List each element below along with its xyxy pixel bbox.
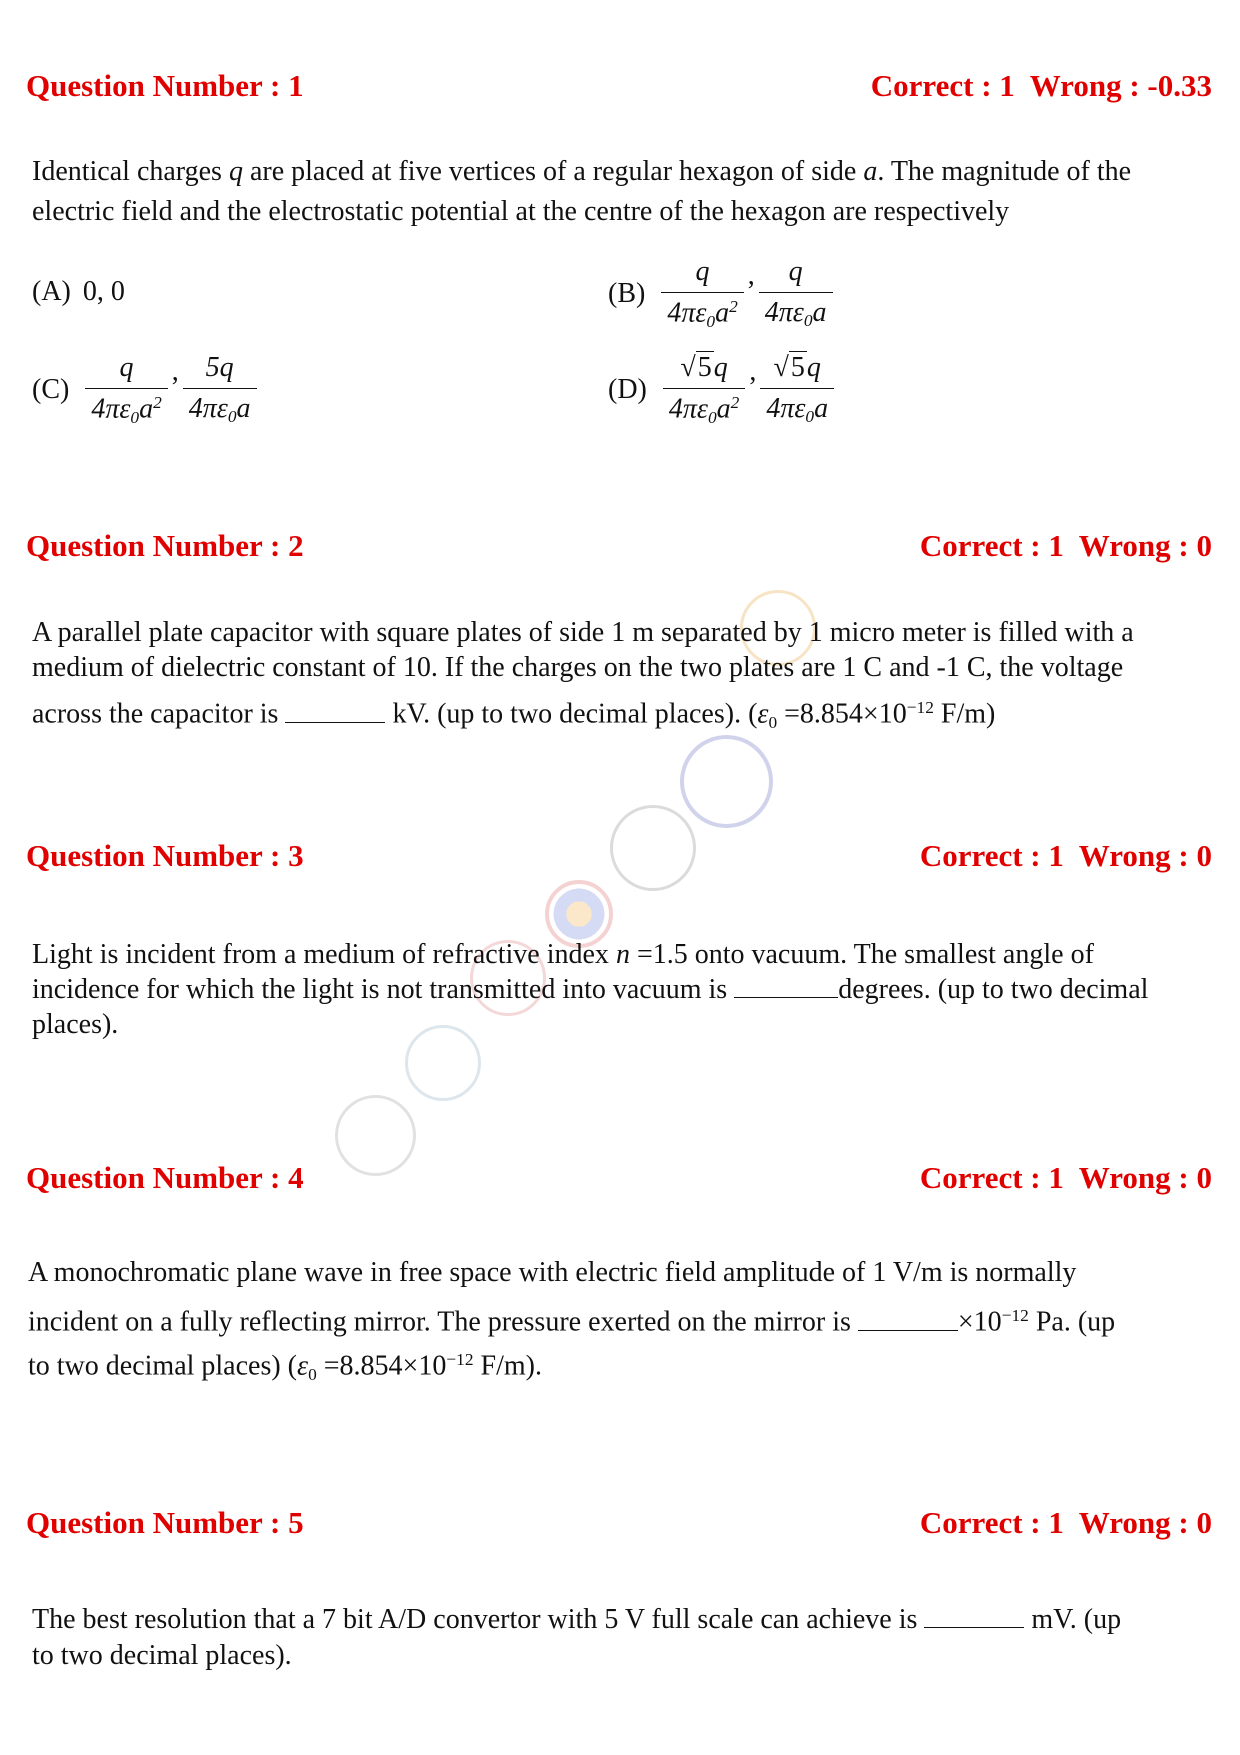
fraction: $\frac{q}{4\pi\varepsilon_0a^2}$ xyxy=(85,352,167,428)
answer-blank xyxy=(924,1603,1024,1628)
question-2-header xyxy=(26,528,1212,572)
question-number: Question Number : 2 xyxy=(26,528,304,563)
marking-scheme: Correct : 1 Wrong : 0 xyxy=(919,528,1212,563)
question-number: Question Number : 5 xyxy=(26,1505,304,1540)
question-1-text-line-2: electric field and the electrostatic potential at the centre of the hexagon are respectively xyxy=(32,196,1010,227)
question-3-text-line-1: Light is incident from a medium of refractive index n =1.5 onto vacuum. The smallest angle of xyxy=(32,939,1094,970)
option-value: 0, 0 xyxy=(82,276,125,307)
answer-blank xyxy=(734,973,838,998)
question-1-header xyxy=(26,68,1212,112)
option-label: (D) xyxy=(608,373,647,405)
option-c: (C) $\frac{q}{4\pi\varepsilon_0a^2}$ , $\frac{5q}{4\pi\varepsilon_0a}$ xyxy=(32,352,261,428)
option-b: (B) $\frac{q}{4\pi\varepsilon_0a^2}$ , $\frac{q}{4\pi\varepsilon_0a}$ xyxy=(608,256,837,332)
question-5-header xyxy=(26,1505,1212,1549)
fraction: $\frac{q}{4\pi\varepsilon_0a}$ xyxy=(759,256,833,331)
question-3-header xyxy=(26,838,1212,882)
fraction: $\frac{q}{4\pi\varepsilon_0a^2}$ xyxy=(661,256,743,332)
option-label: (B) xyxy=(608,277,646,309)
option-label: (C) xyxy=(32,373,70,405)
watermark-seal xyxy=(405,1025,481,1101)
question-3-text-line-3: places). xyxy=(32,1009,119,1040)
question-3-text-line-2: incidence for which the light is not transmitted into vacuum is degrees. (up to two decimal xyxy=(32,974,1149,1005)
question-4-text-line-2: incident on a fully reflecting mirror. The pressure exerted on the mirror is $\times 10^{-12}$ Pa. (up xyxy=(28,1306,1116,1338)
option-label: (A) xyxy=(32,276,71,307)
question-2-text-line-3: across the capacitor is kV. (up to two decimal places). ($\varepsilon_0 =8.854\times 10^{-12}$ F/m) xyxy=(32,698,996,732)
question-5-text-line-1: The best resolution that a 7 bit A/D convertor with 5 V full scale can achieve is mV. (up xyxy=(32,1604,1122,1635)
answer-blank xyxy=(285,698,385,723)
question-2-text-line-1: A parallel plate capacitor with square plates of side 1 m separated by 1 micro meter is filled with a xyxy=(32,617,1134,648)
question-1-text-line-1: Identical charges q are placed at five vertices of a regular hexagon of side a. The magnitude of the xyxy=(32,156,1132,187)
fraction: $\frac{5q}{4\pi\varepsilon_0a}$ xyxy=(183,352,257,427)
marking-scheme: Correct : 1 Wrong : 0 xyxy=(919,1160,1212,1195)
question-4-text-line-1: A monochromatic plane wave in free space with electric field amplitude of 1 V/m is normally xyxy=(28,1257,1077,1288)
fraction: $\frac{√5q}{4\pi\varepsilon_0a^2}$ xyxy=(663,352,745,428)
question-number: Question Number : 3 xyxy=(26,838,304,873)
question-4-header xyxy=(26,1160,1212,1204)
question-5-text-line-2: to two decimal places). xyxy=(32,1640,292,1671)
watermark-seal xyxy=(680,735,773,828)
marking-scheme: Correct : 1 Wrong : -0.33 xyxy=(870,68,1212,103)
option-d: (D) $\frac{√5q}{4\pi\varepsilon_0a^2}$ , $\frac{√5q}{4\pi\varepsilon_0a}$ xyxy=(608,352,838,428)
question-number: Question Number : 4 xyxy=(26,1160,304,1195)
fraction: $\frac{√5q}{4\pi\varepsilon_0a}$ xyxy=(760,352,834,427)
answer-blank xyxy=(858,1306,958,1331)
marking-scheme: Correct : 1 Wrong : 0 xyxy=(919,1505,1212,1540)
question-2-text-line-2: medium of dielectric constant of 10. If the charges on the two plates are 1 C and -1 C, the voltage xyxy=(32,652,1124,683)
question-4-text-line-3: to two decimal places) ($\varepsilon_0 =8.854\times 10^{-12}$ F/m). xyxy=(28,1350,542,1384)
option-a xyxy=(32,276,125,308)
question-number: Question Number : 1 xyxy=(26,68,304,103)
marking-scheme: Correct : 1 Wrong : 0 xyxy=(919,838,1212,873)
